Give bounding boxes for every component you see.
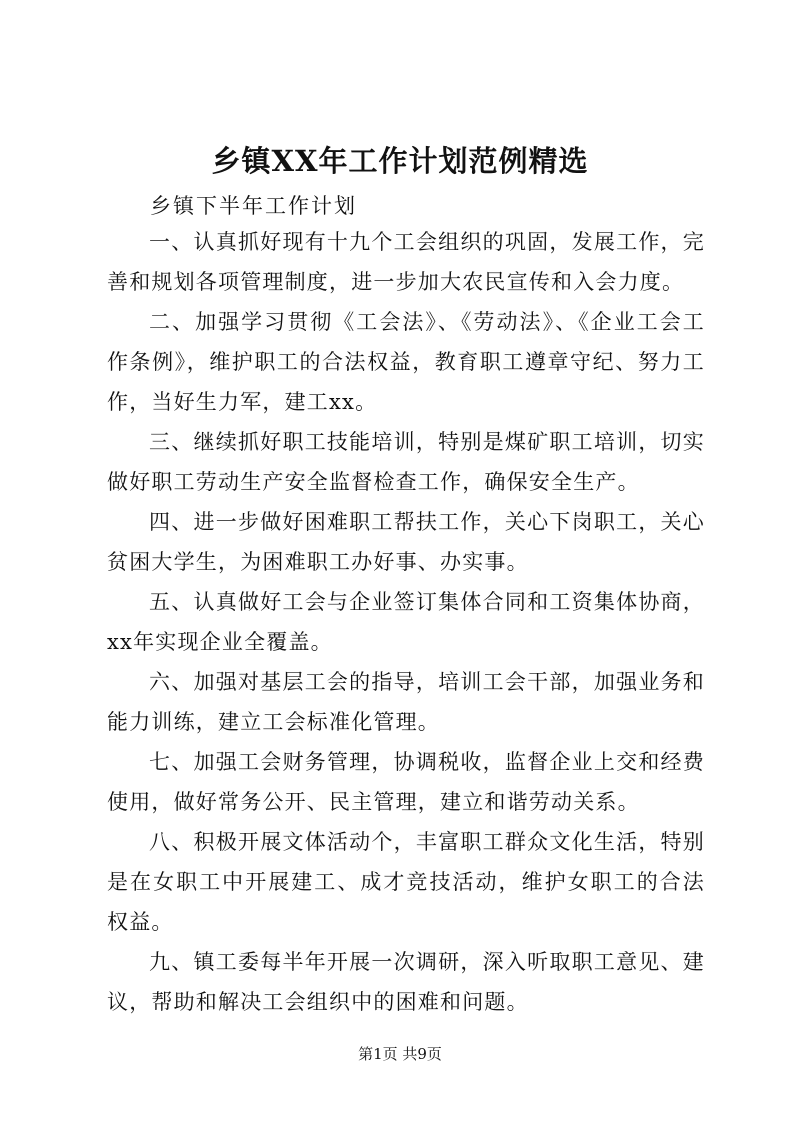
document-title: 乡镇XX年工作计划范例精选 xyxy=(211,144,589,178)
paragraph-3: 三、继续抓好职工技能培训，特别是煤矿职工培训，切实做好职工劳动生产安全监督检查工作，确保安全生产。 xyxy=(107,430,705,494)
paragraph-7: 七、加强工会财务管理，协调税收，监督企业上交和经费使用，做好常务公开、民主管理，建立和谐劳动关系。 xyxy=(107,750,705,814)
paragraph-5: 五、认真做好工会与企业签订集体合同和工资集体协商，xx年实现企业全覆盖。 xyxy=(107,590,705,654)
paragraph-2: 二、加强学习贯彻《工会法》、《劳动法》、《企业工会工作条例》，维护职工的合法权益，教育职工遵章守纪、努力工作，当好生力军，建工xx。 xyxy=(107,310,705,414)
paragraph-6: 六、加强对基层工会的指导，培训工会干部，加强业务和能力训练，建立工会标准化管理。 xyxy=(107,670,705,734)
paragraph-1: 一、认真抓好现有十九个工会组织的巩固，发展工作，完善和规划各项管理制度，进一步加大农民宣传和入会力度。 xyxy=(107,230,705,294)
paragraph-9: 九、镇工委每半年开展一次调研，深入听取职工意见、建议，帮助和解决工会组织中的困难和问题。 xyxy=(107,950,705,1014)
document-body xyxy=(107,222,705,1022)
page-footer: 第1页 共9页 xyxy=(358,1045,442,1063)
document-subtitle: 乡镇下半年工作计划 xyxy=(150,194,357,218)
paragraph-8: 八、积极开展文体活动个，丰富职工群众文化生活，特别是在女职工中开展建工、成才竞技活动，维护女职工的合法权益。 xyxy=(107,830,705,934)
paragraph-4: 四、进一步做好困难职工帮扶工作，关心下岗职工，关心贫困大学生，为困难职工办好事、办实事。 xyxy=(107,510,705,574)
